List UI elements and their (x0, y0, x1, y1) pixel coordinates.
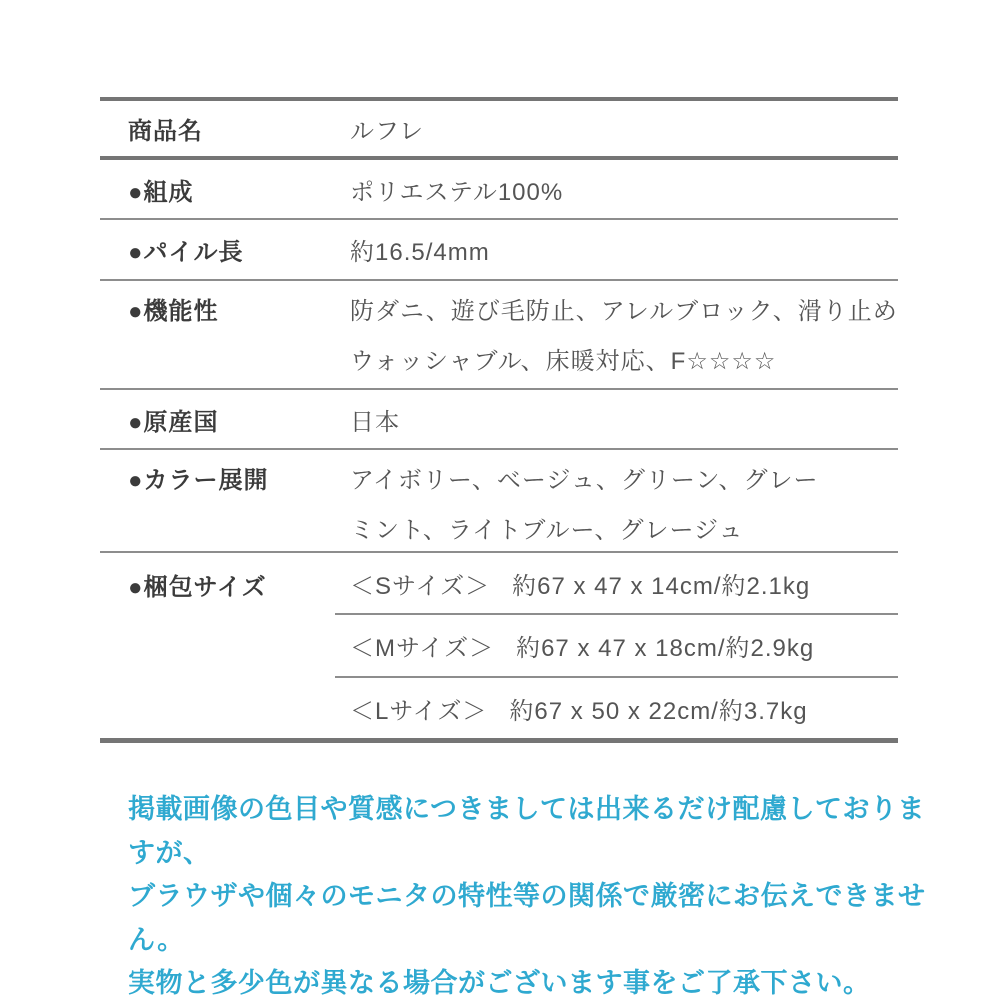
size-dimensions: 約67 x 47 x 18cm/約2.9kg (516, 635, 815, 662)
row-label: 商品名 (128, 118, 203, 145)
product-spec-table (100, 97, 898, 743)
table-row-functionality (100, 281, 898, 390)
row-value (350, 456, 898, 556)
table-row-product-name (100, 101, 898, 160)
row-label: ●機能性 (128, 298, 219, 325)
row-value: 約16.5/4mm (350, 239, 490, 266)
table-row-composition (100, 160, 898, 220)
row-label: ●カラー展開 (128, 467, 269, 494)
table-row-country-of-origin (100, 390, 898, 450)
packing-size-row-l (335, 678, 898, 738)
size-dimensions: 約67 x 50 x 22cm/約3.7kg (509, 697, 808, 725)
row-value (350, 287, 898, 387)
packing-size-row-m (335, 615, 898, 678)
color-disclaimer-note (128, 788, 928, 1006)
value-line: ウォッシャブル、床暖対応、F☆☆☆☆ (350, 348, 777, 375)
table-row-pile-length (100, 220, 898, 281)
size-label: ＜Mサイズ＞ (350, 635, 495, 662)
value-line: 防ダニ、遊び毛防止、アレルブロック、滑り止め (350, 298, 898, 325)
row-value: 日本 (350, 408, 400, 436)
row-label: ●パイル長 (128, 239, 244, 266)
size-label: ＜Sサイズ＞ (350, 572, 491, 600)
row-label: ●組成 (128, 178, 194, 206)
row-label: ●梱包サイズ (128, 573, 267, 601)
value-line: アイボリー、ベージュ、グリーン、グレー (350, 467, 819, 494)
table-row-packing-size (100, 553, 898, 738)
row-value: ルフレ (350, 118, 425, 145)
size-dimensions: 約67 x 47 x 14cm/約2.1kg (512, 572, 811, 600)
note-line: 実物と多少色が異なる場合がございます事をご了承下さい。 (128, 968, 871, 998)
size-label: ＜Lサイズ＞ (350, 697, 488, 725)
note-line: ブラウザや個々のモニタの特性等の関係で厳密にお伝えできません。 (128, 881, 926, 955)
packing-size-list (335, 553, 898, 738)
note-line: 掲載画像の色目や質感につきましては出来るだけ配慮しておりますが、 (128, 794, 925, 868)
row-label: ●原産国 (128, 408, 219, 436)
value-line: ミント、ライトブルー、グレージュ (350, 517, 744, 544)
packing-size-row-s (335, 553, 898, 615)
table-row-color-lineup (100, 450, 898, 553)
row-value: ポリエステル100% (350, 178, 564, 206)
